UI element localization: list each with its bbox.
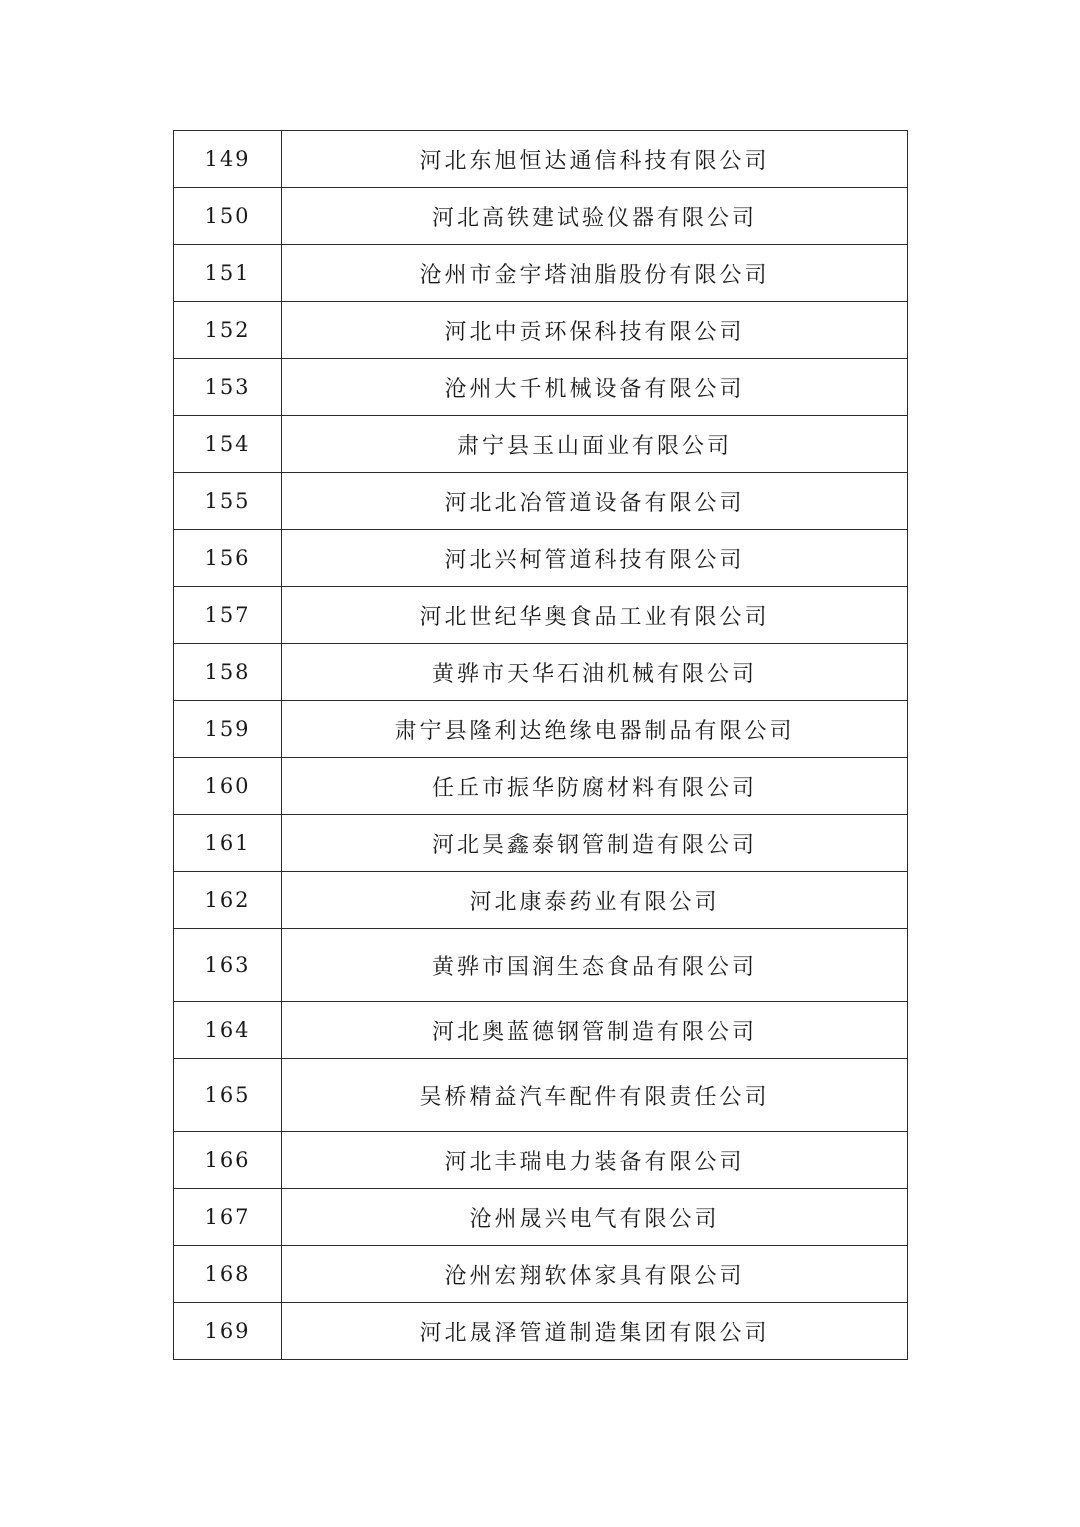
row-number: 168 xyxy=(174,1246,282,1303)
row-number: 166 xyxy=(174,1132,282,1189)
row-number: 151 xyxy=(174,245,282,302)
company-list-table xyxy=(173,130,908,1360)
company-name: 沧州大千机械设备有限公司 xyxy=(282,359,908,416)
company-name: 河北昊鑫泰钢管制造有限公司 xyxy=(282,815,908,872)
table-row xyxy=(174,1059,908,1132)
company-name: 河北高铁建试验仪器有限公司 xyxy=(282,188,908,245)
company-name: 黄骅市国润生态食品有限公司 xyxy=(282,929,908,1002)
row-number: 161 xyxy=(174,815,282,872)
company-list-body xyxy=(174,131,908,1360)
company-name: 河北中贡环保科技有限公司 xyxy=(282,302,908,359)
row-number: 169 xyxy=(174,1303,282,1360)
row-number: 157 xyxy=(174,587,282,644)
row-number: 165 xyxy=(174,1059,282,1132)
company-name: 河北北冶管道设备有限公司 xyxy=(282,473,908,530)
company-name: 河北世纪华奥食品工业有限公司 xyxy=(282,587,908,644)
row-number: 158 xyxy=(174,644,282,701)
row-number: 154 xyxy=(174,416,282,473)
table-row xyxy=(174,644,908,701)
company-name: 吴桥精益汽车配件有限责任公司 xyxy=(282,1059,908,1132)
company-name: 沧州市金宇塔油脂股份有限公司 xyxy=(282,245,908,302)
table-row xyxy=(174,245,908,302)
row-number: 162 xyxy=(174,872,282,929)
company-name: 肃宁县隆利达绝缘电器制品有限公司 xyxy=(282,701,908,758)
row-number: 160 xyxy=(174,758,282,815)
table-row xyxy=(174,1189,908,1246)
table-row xyxy=(174,359,908,416)
table-row xyxy=(174,530,908,587)
company-name: 黄骅市天华石油机械有限公司 xyxy=(282,644,908,701)
row-number: 150 xyxy=(174,188,282,245)
table-row xyxy=(174,131,908,188)
table-row xyxy=(174,701,908,758)
company-name: 沧州晟兴电气有限公司 xyxy=(282,1189,908,1246)
row-number: 156 xyxy=(174,530,282,587)
company-name: 任丘市振华防腐材料有限公司 xyxy=(282,758,908,815)
row-number: 159 xyxy=(174,701,282,758)
table-row xyxy=(174,1132,908,1189)
table-row xyxy=(174,1002,908,1059)
row-number: 153 xyxy=(174,359,282,416)
table-row xyxy=(174,758,908,815)
row-number: 163 xyxy=(174,929,282,1002)
table-row xyxy=(174,872,908,929)
table-row xyxy=(174,188,908,245)
company-name: 河北兴柯管道科技有限公司 xyxy=(282,530,908,587)
row-number: 167 xyxy=(174,1189,282,1246)
company-name: 河北丰瑞电力装备有限公司 xyxy=(282,1132,908,1189)
table-row xyxy=(174,416,908,473)
company-name: 肃宁县玉山面业有限公司 xyxy=(282,416,908,473)
row-number: 155 xyxy=(174,473,282,530)
table-row xyxy=(174,815,908,872)
row-number: 152 xyxy=(174,302,282,359)
row-number: 149 xyxy=(174,131,282,188)
table-row xyxy=(174,587,908,644)
company-name: 河北康泰药业有限公司 xyxy=(282,872,908,929)
company-name: 河北晟泽管道制造集团有限公司 xyxy=(282,1303,908,1360)
table-row xyxy=(174,302,908,359)
table-row xyxy=(174,929,908,1002)
company-name: 沧州宏翔软体家具有限公司 xyxy=(282,1246,908,1303)
table-row xyxy=(174,1246,908,1303)
company-name: 河北奥蓝德钢管制造有限公司 xyxy=(282,1002,908,1059)
company-name: 河北东旭恒达通信科技有限公司 xyxy=(282,131,908,188)
table-row xyxy=(174,1303,908,1360)
row-number: 164 xyxy=(174,1002,282,1059)
table-row xyxy=(174,473,908,530)
